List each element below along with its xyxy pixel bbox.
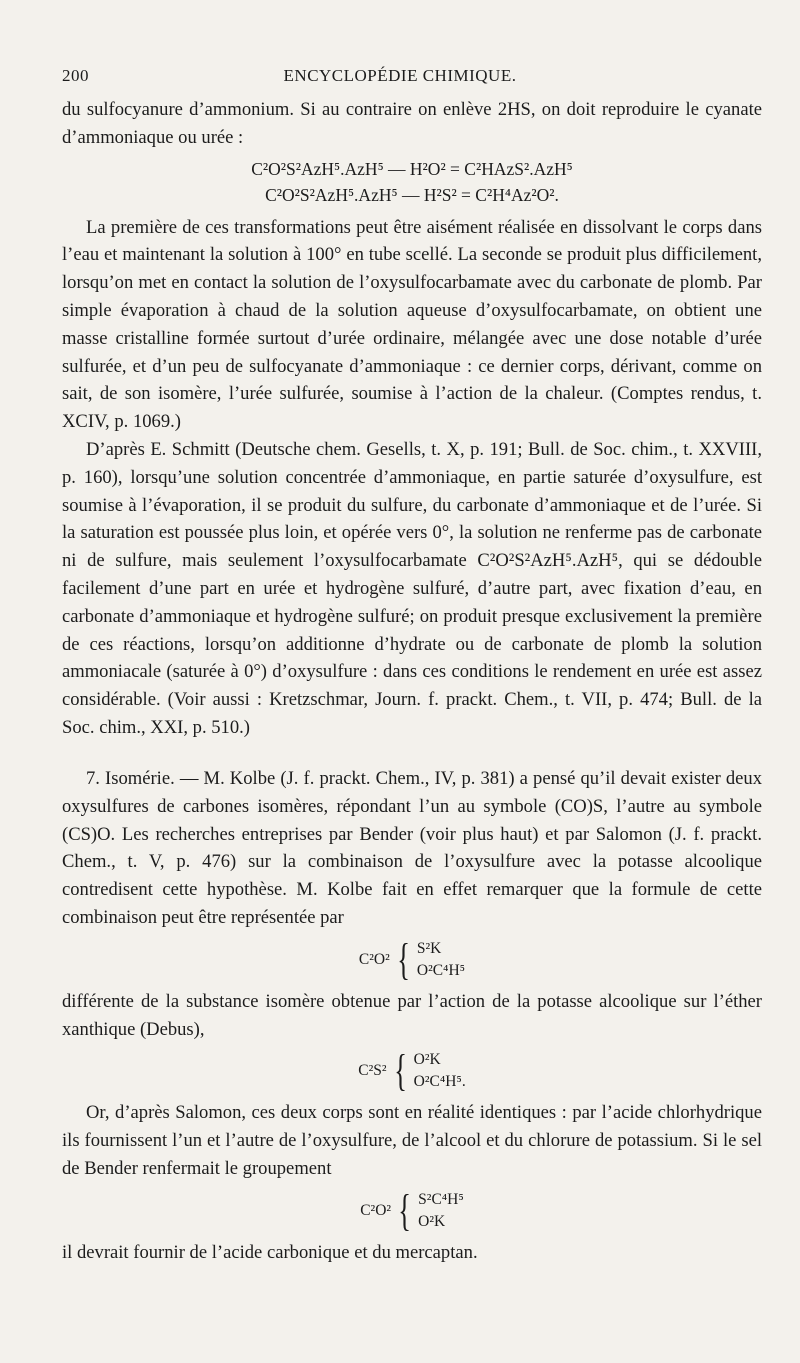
formula-base: C²S² xyxy=(358,1062,387,1080)
formula-stack xyxy=(414,1049,466,1093)
paragraph-schmitt: D’après E. Schmitt (Deutsche chem. Gesells, t. X, p. 191; Bull. de Soc. chim., t. XXVIII, p. 160), lorsqu’une solution concentrée d’ammoniaque, en partie saturée d’oxysulfure, est soumise à l’évaporation, il se produit du sulfure, du carbonate d’ammoniaque et de l’urée. Si la saturation est poussée plus loin, et opérée vers 0°, la solution ne renferme pas de carbonate ni de sulfure, mais seulement l’oxysulfocarbamate C²O²S²AzH⁵.AzH⁵, qui se dédouble facilement d’une part en urée et hydrogène sulfuré, d’autre part, avec fixation d’eau, en carbonate d’ammoniaque et hydrogène sulfuré; on produit presque exclusivement la première de ces réactions, lorsqu’on additionne d’hydrate ou de carbonate de plomb la solution ammoniacale (saturée à 0°) d’oxysulfure : dans ces conditions le rendement en urée est assez considérable. (Voir aussi : Kretzschmar, Journ. f. prackt. Chem., t. VII, p. 474; Bull. de la Soc. chim., XXI, p. 510.) xyxy=(62,438,762,738)
formula-stack xyxy=(417,938,465,982)
formula-base: C²O² xyxy=(360,1201,392,1219)
section-isomerie xyxy=(62,765,762,1267)
brace-symbol: { xyxy=(396,934,410,984)
formula-kolbe xyxy=(62,934,762,984)
formula-top: S²C⁴H⁵ xyxy=(418,1190,464,1208)
formula-top: O²K xyxy=(413,1051,441,1069)
paragraph-intro: du sulfocyanure d’ammonium. Si au contraire on enlève 2HS, on doit reproduire le cyanate d’ammoniaque ou urée : xyxy=(62,99,762,148)
formula-bender xyxy=(62,1185,762,1235)
brace-symbol: { xyxy=(398,1185,411,1235)
paragraph-conclusion: il devrait fournir de l’acide carbonique et du mercaptan. xyxy=(62,1241,478,1263)
formula-bottom: O²C⁴H⁵. xyxy=(413,1073,466,1091)
formula-bottom: O²C⁴H⁵ xyxy=(416,961,466,979)
equation-line: C²O²S²AzH⁵.AzH⁵ — H²O² = C²HAzS².AzH⁵ xyxy=(251,158,573,179)
brace-symbol: { xyxy=(393,1046,407,1096)
formula-bottom: O²K xyxy=(418,1212,446,1230)
section-urea xyxy=(62,96,762,742)
equation-line: C²O²S²AzH⁵.AzH⁵ — H²S² = C²H⁴Az²O². xyxy=(265,184,559,205)
paragraph-xanthique: différente de la substance isomère obtenue par l’action de la potasse alcoolique sur l’éther xanthique (Debus), xyxy=(62,990,762,1040)
page-header xyxy=(62,66,738,92)
formula-base: C²O² xyxy=(358,950,390,968)
formula-top: S²K xyxy=(416,939,442,957)
formula-stack xyxy=(418,1189,464,1233)
equation-block xyxy=(62,156,762,208)
page-number: 200 xyxy=(62,66,89,85)
running-title: ENCYCLOPÉDIE CHIMIQUE. xyxy=(283,66,517,85)
paragraph-salomon: Or, d’après Salomon, ces deux corps sont en réalité identiques : par l’acide chlorhydrique ils fournissent l’un et l’autre de l’oxysulfure, de l’alcool et du chlorure de potassium. Si le sel de Bender renfermait le groupement xyxy=(62,1102,762,1179)
formula-debus xyxy=(62,1046,762,1096)
paragraph-transformations: La première de ces transformations peut être aisément réalisée en dissolvant le corps dans l’eau et maintenant la solution à 100° en tube scellé. La seconde se produit plus difficilement, lorsqu’on met en contact la solution de l’oxysulfocarbamate avec du carbonate de plomb. Par simple évaporation à chaud de la solution aqueuse d’oxysulfocarbamate, on obtient une masse cristalline formée surtout d’urée ordinaire, mélangée avec une dose notable d’urée sulfurée, et d’un peu de sulfocyanate d’ammoniaque : ce dernier corps, dérivant, comme on sait, de son isomère, l’urée sulfurée, soumise à l’action de la chaleur. (Comptes rendus, t. XCIV, p. 1069.) xyxy=(62,216,762,433)
paragraph-isomerie: 7. Isomérie. — M. Kolbe (J. f. prackt. Chem., IV, p. 381) a pensé qu’il devait exister deux oxysulfures de carbones isomères, répondant l’un au symbole (CO)S, l’autre au symbole (CS)O. Les recherches entreprises par Bender (voir plus haut) et par Salomon (J. f. prackt. Chem., t. V, p. 476) sur la combinaison de l’oxysulfure avec la potasse alcoolique contredisent cette hypothèse. M. Kolbe fait en effet remarquer que la formule de cette combinaison peut être représentée par xyxy=(62,768,762,928)
